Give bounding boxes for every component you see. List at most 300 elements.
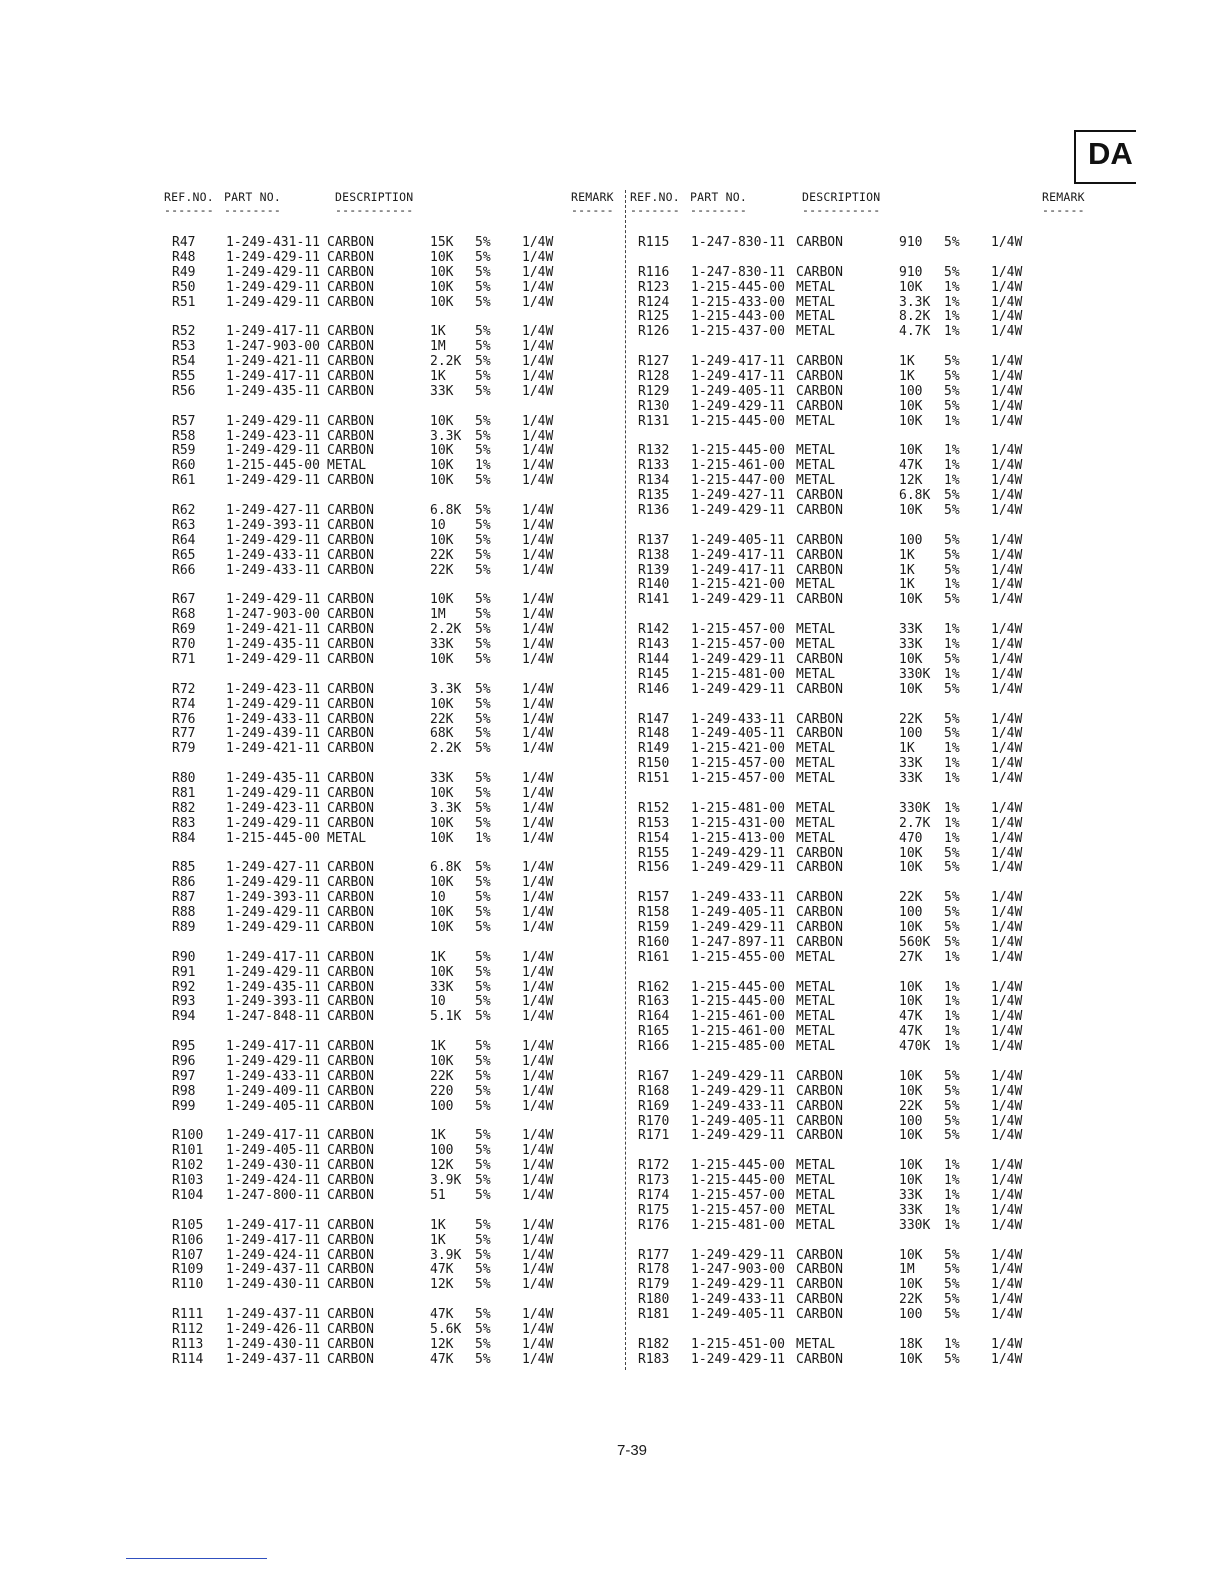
- cell-tolerance: 1%: [944, 443, 960, 459]
- cell-value: 100: [899, 726, 923, 742]
- cell-value: 10K: [430, 413, 454, 429]
- cell-tolerance: 5%: [475, 532, 491, 548]
- cell-part-no: 1-249-435-11: [226, 383, 320, 399]
- cell-tolerance: 5%: [944, 354, 960, 370]
- parts-group: [638, 266, 1058, 340]
- parts-row: [638, 713, 1058, 728]
- cell-wattage: 1/4W: [522, 919, 554, 935]
- parts-row: [172, 236, 592, 251]
- parts-row: [638, 1025, 1058, 1040]
- cell-value: 10K: [430, 919, 454, 935]
- cell-tolerance: 5%: [475, 369, 491, 385]
- cell-tolerance: 5%: [475, 979, 491, 995]
- cell-part-no: 1-249-393-11: [226, 890, 320, 906]
- cell-wattage: 1/4W: [522, 815, 554, 831]
- cell-ref-no: R105: [172, 1217, 204, 1233]
- cell-wattage: 1/4W: [522, 1098, 554, 1114]
- header-remark-left: REMARK: [571, 190, 614, 204]
- cell-description: CARBON: [327, 473, 374, 489]
- cell-wattage: 1/4W: [991, 279, 1023, 295]
- cell-ref-no: R149: [638, 741, 670, 757]
- cell-ref-no: R66: [172, 562, 196, 578]
- cell-value: 8.2K: [899, 309, 931, 325]
- header-underline-desc-left: -----------: [335, 203, 414, 217]
- cell-ref-no: R53: [172, 339, 196, 355]
- cell-part-no: 1-249-435-11: [226, 771, 320, 787]
- cell-ref-no: R107: [172, 1247, 204, 1263]
- cell-description: METAL: [796, 1024, 836, 1040]
- cell-tolerance: 1%: [944, 279, 960, 295]
- cell-description: METAL: [327, 830, 367, 846]
- cell-part-no: 1-249-435-11: [226, 637, 320, 653]
- parts-group: [638, 1338, 1058, 1368]
- cell-value: 10: [430, 994, 446, 1010]
- cell-wattage: 1/4W: [522, 1143, 554, 1159]
- parts-group: [638, 236, 1058, 251]
- cell-ref-no: R135: [638, 488, 670, 504]
- cell-tolerance: 5%: [944, 562, 960, 578]
- cell-part-no: 1-215-461-00: [691, 1024, 785, 1040]
- cell-part-no: 1-215-413-00: [691, 830, 785, 846]
- header-underline-part-left: --------: [224, 203, 281, 217]
- parts-group: [638, 444, 1058, 518]
- cell-part-no: 1-249-430-11: [226, 1158, 320, 1174]
- cell-ref-no: R131: [638, 413, 670, 429]
- cell-part-no: 1-249-429-11: [226, 532, 320, 548]
- cell-tolerance: 5%: [944, 383, 960, 399]
- cell-description: CARBON: [327, 726, 374, 742]
- parts-group: [172, 1040, 592, 1114]
- cell-wattage: 1/4W: [522, 785, 554, 801]
- cell-description: CARBON: [327, 1247, 374, 1263]
- cell-tolerance: 1%: [944, 741, 960, 757]
- parts-row: [172, 832, 592, 847]
- cell-description: CARBON: [327, 622, 374, 638]
- cell-part-no: 1-247-903-00: [226, 339, 320, 355]
- cell-part-no: 1-249-429-11: [691, 1068, 785, 1084]
- cell-part-no: 1-249-417-11: [226, 1217, 320, 1233]
- cell-wattage: 1/4W: [522, 473, 554, 489]
- cell-ref-no: R79: [172, 741, 196, 757]
- cell-ref-no: R112: [172, 1322, 204, 1338]
- parts-row: [172, 921, 592, 936]
- cell-value: 100: [430, 1098, 454, 1114]
- cell-part-no: 1-249-429-11: [226, 815, 320, 831]
- cell-description: CARBON: [796, 1292, 843, 1308]
- parts-row: [638, 1189, 1058, 1204]
- cell-tolerance: 5%: [944, 1351, 960, 1367]
- cell-tolerance: 5%: [944, 934, 960, 950]
- cell-description: METAL: [796, 1173, 836, 1189]
- cell-tolerance: 1%: [944, 1336, 960, 1352]
- cell-wattage: 1/4W: [522, 964, 554, 980]
- cell-value: 51: [430, 1188, 446, 1203]
- cell-value: 560K: [899, 934, 931, 950]
- cell-tolerance: 1%: [944, 979, 960, 995]
- cell-tolerance: 5%: [475, 443, 491, 459]
- parts-row: [172, 995, 592, 1010]
- cell-part-no: 1-215-437-00: [691, 324, 785, 340]
- cell-part-no: 1-249-405-11: [691, 1307, 785, 1323]
- cell-part-no: 1-215-461-00: [691, 1009, 785, 1025]
- cell-part-no: 1-249-429-11: [691, 1247, 785, 1263]
- cell-part-no: 1-249-429-11: [226, 964, 320, 980]
- cell-ref-no: R155: [638, 845, 670, 861]
- cell-tolerance: 5%: [475, 1068, 491, 1084]
- cell-value: 22K: [430, 711, 454, 727]
- cell-ref-no: R126: [638, 324, 670, 340]
- cell-value: 1K: [430, 1217, 446, 1233]
- cell-tolerance: 5%: [475, 249, 491, 265]
- cell-wattage: 1/4W: [991, 1351, 1023, 1367]
- cell-value: 10K: [899, 919, 923, 935]
- parts-row: [638, 578, 1058, 593]
- parts-row: [172, 251, 592, 266]
- cell-part-no: 1-215-431-00: [691, 815, 785, 831]
- cell-wattage: 1/4W: [522, 1336, 554, 1352]
- cell-tolerance: 5%: [475, 324, 491, 340]
- cell-tolerance: 5%: [475, 1143, 491, 1159]
- cell-value: 12K: [430, 1158, 454, 1174]
- cell-value: 5.6K: [430, 1322, 462, 1338]
- cell-value: 10K: [430, 696, 454, 712]
- cell-description: CARBON: [796, 592, 843, 608]
- cell-description: CARBON: [327, 890, 374, 906]
- section-tab: [1074, 130, 1136, 184]
- cell-part-no: 1-249-429-11: [226, 696, 320, 712]
- cell-description: CARBON: [327, 413, 374, 429]
- cell-value: 10K: [430, 264, 454, 280]
- cell-ref-no: R143: [638, 637, 670, 653]
- cell-ref-no: R137: [638, 532, 670, 548]
- parts-row: [638, 906, 1058, 921]
- cell-ref-no: R145: [638, 666, 670, 682]
- parts-group: [172, 1308, 592, 1368]
- cell-part-no: 1-215-455-00: [691, 949, 785, 965]
- cell-part-no: 1-215-461-00: [691, 458, 785, 474]
- cell-wattage: 1/4W: [522, 637, 554, 653]
- cell-tolerance: 5%: [475, 875, 491, 891]
- cell-part-no: 1-249-429-11: [226, 294, 320, 310]
- cell-value: 33K: [899, 1202, 923, 1218]
- cell-description: CARBON: [796, 1098, 843, 1114]
- cell-wattage: 1/4W: [522, 1351, 554, 1367]
- cell-description: METAL: [796, 756, 836, 772]
- cell-wattage: 1/4W: [522, 1053, 554, 1069]
- cell-description: METAL: [796, 1202, 836, 1218]
- cell-part-no: 1-249-437-11: [226, 1351, 320, 1367]
- cell-ref-no: R111: [172, 1307, 204, 1323]
- cell-value: 22K: [899, 890, 923, 906]
- cell-ref-no: R141: [638, 592, 670, 608]
- cell-description: CARBON: [327, 339, 374, 355]
- cell-tolerance: 5%: [475, 607, 491, 623]
- parts-row: [172, 1353, 592, 1368]
- cell-description: CARBON: [327, 264, 374, 280]
- cell-part-no: 1-249-431-11: [226, 235, 320, 250]
- cell-description: METAL: [796, 800, 836, 816]
- cell-value: 47K: [430, 1351, 454, 1367]
- cell-wattage: 1/4W: [522, 771, 554, 787]
- cell-value: 10K: [899, 1068, 923, 1084]
- cell-value: 2.2K: [430, 741, 462, 757]
- cell-wattage: 1/4W: [522, 651, 554, 667]
- cell-value: 1M: [430, 607, 446, 623]
- parts-group: [638, 1159, 1058, 1233]
- cell-wattage: 1/4W: [522, 443, 554, 459]
- parts-group: [172, 236, 592, 310]
- cell-ref-no: R114: [172, 1351, 204, 1367]
- cell-wattage: 1/4W: [522, 1009, 554, 1025]
- cell-tolerance: 5%: [475, 1158, 491, 1174]
- parts-row: [638, 891, 1058, 906]
- cell-ref-no: R50: [172, 279, 196, 295]
- cell-wattage: 1/4W: [991, 1158, 1023, 1174]
- cell-tolerance: 1%: [944, 294, 960, 310]
- parts-row: [638, 1249, 1058, 1264]
- cell-wattage: 1/4W: [991, 354, 1023, 370]
- parts-row: [638, 921, 1058, 936]
- cell-wattage: 1/4W: [522, 875, 554, 891]
- cell-part-no: 1-249-429-11: [691, 919, 785, 935]
- cell-description: CARBON: [796, 845, 843, 861]
- cell-tolerance: 1%: [944, 473, 960, 489]
- parts-group: [638, 623, 1058, 697]
- parts-row: [638, 1115, 1058, 1130]
- cell-part-no: 1-249-429-11: [226, 785, 320, 801]
- cell-part-no: 1-249-437-11: [226, 1262, 320, 1278]
- cell-part-no: 1-247-848-11: [226, 1009, 320, 1025]
- cell-value: 10K: [430, 785, 454, 801]
- parts-group: [172, 504, 592, 578]
- cell-value: 910: [899, 235, 923, 250]
- cell-description: CARBON: [327, 1217, 374, 1233]
- parts-row: [172, 593, 592, 608]
- cell-wattage: 1/4W: [991, 637, 1023, 653]
- parts-group: [638, 1070, 1058, 1144]
- cell-part-no: 1-249-437-11: [226, 1307, 320, 1323]
- cell-value: 10K: [899, 1128, 923, 1144]
- cell-ref-no: R130: [638, 398, 670, 414]
- cell-description: CARBON: [796, 488, 843, 504]
- cell-value: 10K: [899, 1351, 923, 1367]
- cell-description: CARBON: [796, 860, 843, 876]
- cell-description: METAL: [796, 577, 836, 593]
- cell-tolerance: 5%: [475, 1009, 491, 1025]
- cell-wattage: 1/4W: [522, 354, 554, 370]
- cell-value: 6.8K: [430, 503, 462, 519]
- cell-description: CARBON: [796, 369, 843, 385]
- cell-part-no: 1-215-481-00: [691, 666, 785, 682]
- cell-wattage: 1/4W: [991, 413, 1023, 429]
- cell-tolerance: 5%: [475, 726, 491, 742]
- cell-value: 10K: [899, 443, 923, 459]
- cell-wattage: 1/4W: [991, 949, 1023, 965]
- parts-row: [638, 772, 1058, 787]
- cell-value: 10: [430, 517, 446, 533]
- cell-value: 12K: [430, 1277, 454, 1293]
- cell-ref-no: R139: [638, 562, 670, 578]
- cell-description: METAL: [327, 458, 367, 474]
- parts-row: [172, 1219, 592, 1234]
- cell-description: METAL: [796, 815, 836, 831]
- cell-description: METAL: [796, 637, 836, 653]
- cell-tolerance: 1%: [944, 771, 960, 787]
- parts-group: [172, 1129, 592, 1203]
- cell-tolerance: 5%: [944, 547, 960, 563]
- cell-description: CARBON: [796, 503, 843, 519]
- cell-ref-no: R125: [638, 309, 670, 325]
- cell-wattage: 1/4W: [991, 622, 1023, 638]
- parts-row: [172, 1189, 592, 1204]
- parts-row: [172, 385, 592, 400]
- parts-row: [638, 296, 1058, 311]
- cell-value: 1K: [899, 562, 915, 578]
- parts-row: [172, 742, 592, 757]
- cell-value: 33K: [899, 756, 923, 772]
- cell-tolerance: 5%: [944, 1068, 960, 1084]
- cell-tolerance: 5%: [475, 279, 491, 295]
- parts-row: [638, 370, 1058, 385]
- cell-value: 6.8K: [899, 488, 931, 504]
- cell-value: 10K: [899, 592, 923, 608]
- parts-row: [172, 340, 592, 355]
- parts-row: [638, 281, 1058, 296]
- cell-wattage: 1/4W: [991, 235, 1023, 250]
- cell-ref-no: R168: [638, 1083, 670, 1099]
- cell-description: CARBON: [327, 1009, 374, 1025]
- cell-wattage: 1/4W: [522, 1083, 554, 1099]
- cell-part-no: 1-249-421-11: [226, 354, 320, 370]
- cell-wattage: 1/4W: [991, 1247, 1023, 1263]
- cell-ref-no: R60: [172, 458, 196, 474]
- cell-description: CARBON: [327, 1232, 374, 1248]
- cell-ref-no: R99: [172, 1098, 196, 1114]
- cell-ref-no: R61: [172, 473, 196, 489]
- cell-description: CARBON: [796, 711, 843, 727]
- cell-part-no: 1-249-429-11: [691, 1128, 785, 1144]
- cell-description: METAL: [796, 443, 836, 459]
- cell-tolerance: 5%: [475, 919, 491, 935]
- cell-wattage: 1/4W: [522, 979, 554, 995]
- cell-ref-no: R63: [172, 517, 196, 533]
- cell-tolerance: 5%: [475, 1188, 491, 1203]
- cell-wattage: 1/4W: [522, 1068, 554, 1084]
- cell-part-no: 1-215-443-00: [691, 309, 785, 325]
- cell-part-no: 1-249-423-11: [226, 428, 320, 444]
- cell-wattage: 1/4W: [522, 860, 554, 876]
- cell-description: CARBON: [327, 696, 374, 712]
- cell-wattage: 1/4W: [991, 532, 1023, 548]
- parts-row: [172, 861, 592, 876]
- cell-tolerance: 1%: [475, 458, 491, 474]
- cell-part-no: 1-249-429-11: [226, 651, 320, 667]
- parts-row: [638, 444, 1058, 459]
- cell-tolerance: 1%: [944, 622, 960, 638]
- cell-description: CARBON: [327, 383, 374, 399]
- cell-description: CARBON: [327, 905, 374, 921]
- cell-description: CARBON: [327, 562, 374, 578]
- header-underline-ref-left: -------: [164, 203, 214, 217]
- cell-part-no: 1-249-417-11: [226, 1039, 320, 1055]
- cell-tolerance: 1%: [944, 577, 960, 593]
- cell-tolerance: 5%: [475, 592, 491, 608]
- parts-row: [638, 549, 1058, 564]
- cell-ref-no: R86: [172, 875, 196, 891]
- cell-tolerance: 1%: [944, 458, 960, 474]
- cell-ref-no: R181: [638, 1307, 670, 1323]
- cell-value: 1K: [899, 741, 915, 757]
- cell-part-no: 1-249-421-11: [226, 741, 320, 757]
- cell-value: 100: [430, 1143, 454, 1159]
- cell-ref-no: R80: [172, 771, 196, 787]
- cell-tolerance: 5%: [475, 1247, 491, 1263]
- cell-ref-no: R123: [638, 279, 670, 295]
- cell-wattage: 1/4W: [991, 800, 1023, 816]
- cell-wattage: 1/4W: [991, 934, 1023, 950]
- cell-value: 10K: [899, 1158, 923, 1174]
- cell-part-no: 1-249-423-11: [226, 800, 320, 816]
- cell-ref-no: R175: [638, 1202, 670, 1218]
- parts-row: [172, 459, 592, 474]
- parts-row: [172, 415, 592, 430]
- cell-ref-no: R115: [638, 235, 670, 250]
- parts-row: [172, 727, 592, 742]
- cell-wattage: 1/4W: [522, 383, 554, 399]
- cell-description: METAL: [796, 1336, 836, 1352]
- cell-description: CARBON: [327, 354, 374, 370]
- cell-ref-no: R104: [172, 1188, 204, 1203]
- cell-value: 33K: [899, 637, 923, 653]
- cell-part-no: 1-249-417-11: [226, 1128, 320, 1144]
- cell-value: 1K: [899, 577, 915, 593]
- cell-tolerance: 1%: [944, 756, 960, 772]
- cell-value: 22K: [899, 711, 923, 727]
- cell-tolerance: 5%: [944, 711, 960, 727]
- parts-row: [172, 698, 592, 713]
- cell-tolerance: 5%: [475, 964, 491, 980]
- parts-group: [172, 861, 592, 935]
- cell-part-no: 1-249-424-11: [226, 1173, 320, 1189]
- cell-description: CARBON: [327, 875, 374, 891]
- cell-value: 470: [899, 830, 923, 846]
- cell-description: CARBON: [327, 1053, 374, 1069]
- cell-description: CARBON: [327, 547, 374, 563]
- parts-group: [172, 325, 592, 399]
- cell-value: 1K: [899, 369, 915, 385]
- cell-ref-no: R62: [172, 503, 196, 519]
- parts-row: [638, 623, 1058, 638]
- cell-description: CARBON: [327, 503, 374, 519]
- cell-description: CARBON: [327, 860, 374, 876]
- cell-description: CARBON: [327, 994, 374, 1010]
- cell-wattage: 1/4W: [991, 488, 1023, 504]
- parts-list-right: [638, 236, 1058, 1383]
- cell-wattage: 1/4W: [991, 1292, 1023, 1308]
- parts-group: [638, 355, 1058, 429]
- cell-wattage: 1/4W: [522, 339, 554, 355]
- parts-row: [172, 772, 592, 787]
- cell-value: 33K: [899, 1188, 923, 1203]
- cell-value: 22K: [430, 1068, 454, 1084]
- cell-tolerance: 5%: [944, 845, 960, 861]
- cell-wattage: 1/4W: [991, 1039, 1023, 1055]
- cell-wattage: 1/4W: [991, 1024, 1023, 1040]
- cell-description: CARBON: [327, 1098, 374, 1114]
- parts-row: [172, 519, 592, 534]
- cell-part-no: 1-249-439-11: [226, 726, 320, 742]
- cell-part-no: 1-215-445-00: [691, 979, 785, 995]
